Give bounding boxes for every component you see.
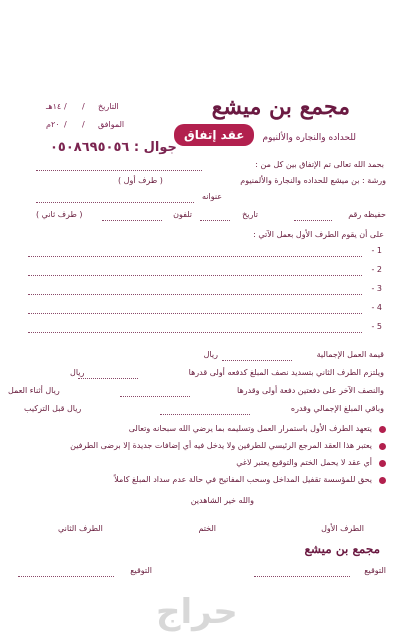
party1-company-name: مجمع بن ميشع	[304, 542, 380, 556]
sign-label-2: التوقيع	[130, 566, 152, 575]
phone-line	[50, 140, 177, 155]
item-2-number: 2 -	[371, 265, 382, 274]
term-bullet	[379, 426, 386, 433]
closing-line: والله خير الشاهدين	[190, 496, 254, 505]
stamp-label: الختم	[198, 524, 216, 533]
id-date-label: تاريخ	[242, 210, 258, 219]
phone-field-label: تلفون	[173, 210, 192, 219]
term-bullet	[379, 477, 386, 484]
company-subtitle: للحداده والنجاره والألنيوم	[262, 133, 356, 143]
address-label: عنوانه	[202, 192, 223, 201]
haraj-watermark: حراج	[156, 592, 238, 632]
total-riyal: ريال	[203, 350, 218, 359]
agreement-line: على أن يقوم الطرف الأول بعمل الآتي :	[253, 230, 384, 239]
contract-badge: عقد إتفاق	[174, 124, 254, 146]
date-label: التاريخ	[98, 102, 119, 111]
id-label: حفيظه رقم	[348, 210, 386, 219]
payment-2-text: والنصف الآخر على دفعتين دفعة أولى وقدرها	[237, 386, 384, 395]
term-bullet	[379, 460, 386, 467]
phone-label: جوال :	[133, 140, 177, 155]
party2-tag: ( طرف ثاني )	[36, 210, 83, 219]
term-1: يتعهد الطرف الأول باستمرار العمل وتسليمه بما يرضي الله سبحانه وتعالى	[128, 424, 372, 433]
date-value: ١٤هـ	[46, 102, 62, 111]
intro-line: بحمد الله تعالى تم الإتفاق بين كل من :	[255, 160, 384, 169]
hijri-value: ٢٠م	[46, 120, 60, 129]
party1-signature-label: الطرف الأول	[321, 524, 364, 533]
total-label: قيمة العمل الإجمالية	[316, 350, 384, 359]
payment-3-text: وباقي المبلغ الإجمالي وقدره	[290, 404, 384, 413]
term-3: أي عقد لا يحمل الختم والتوقيع يعتبر لاغي	[236, 458, 372, 467]
item-4-number: 4 -	[371, 303, 382, 312]
party2-signature-label: الطرف الثاني	[58, 524, 103, 533]
item-1-number: 1 -	[371, 246, 382, 255]
payment-3-riyal: ريال قبل التركيب	[24, 404, 82, 413]
phone-number: ٠٥٠٨٦٩٥٠٥٦	[50, 140, 130, 155]
term-4: يحق للمؤسسة تقفيل المداخل وسحب المفاتيح في حالة عدم سداد المبلغ كاملاً	[114, 475, 372, 484]
term-2: يعتبر هذا العقد المرجع الرئيسي للطرفين ولا يدخل فيه أي إضافات جديدة إلا برضى الطرفين	[70, 441, 372, 450]
term-bullet	[379, 443, 386, 450]
item-3-number: 3 -	[371, 284, 382, 293]
sign-label-1: التوقيع	[364, 566, 386, 575]
contract-form: مجمع بن ميشع للحداده والنجاره والألنيوم التاريخ / / ١٤هـ الموافق / / ٢٠م عقد إتفاق جوال : ٠٥٠٨٦٩٥٠٥٦ بحمد الله تعالى تم الإتفاق بين كل من : ورشة : بن ميشع للحداده والنجارة والألمنيوم ( طرف أول ) عنوانه حفيظه رقم تاريخ تلفون ( طرف ثاني ) على أن يقوم الطرف الأول بعمل الآتي : 1 - 2 - 3 - 4 - 5 - قيمة العمل الإجمالية ريال ويلتزم الطرف الثاني بتسديد نصف المبلغ كدفعه أولى قدرها ريال والنصف الآخر على دفعتين دفعة أولى وقدرها ريال أثناء العمل وباقي المبلغ الإجمالي وقدره ريال قبل التركيب يتعهد الطرف الأول باستمرار العمل وتسليمه بما يرضي الله سبحانه وتعالى يعتبر هذا العقد المرجع الرئيسي للطرفين ولا يدخل فيه أي إضافات جديدة إلا برضى الطرفين أي عقد لا يحمل الختم والتوقيع يعتبر لاغي يحق للمؤسسة تقفيل المداخل وسحب المفاتيح في حالة عدم سداد المبلغ كاملاً والله خير الشاهدين الطرف الأول الختم الطرف الثاني مجمع بن ميشع التوقيع التوقيع حراج	[8, 94, 386, 632]
payment-1-riyal: ريال	[70, 368, 85, 377]
workshop-line: ورشة : بن ميشع للحداده والنجارة والألمنيوم	[240, 176, 386, 185]
payment-1-text: ويلتزم الطرف الثاني بتسديد نصف المبلغ كدفعه أولى قدرها	[188, 368, 384, 377]
payment-2-riyal: ريال أثناء العمل	[8, 386, 60, 395]
hijri-label: الموافق	[98, 120, 125, 129]
party1-tag: ( طرف أول )	[118, 176, 163, 185]
company-title: مجمع بن ميشع	[211, 94, 350, 120]
item-5-number: 5 -	[371, 322, 382, 331]
